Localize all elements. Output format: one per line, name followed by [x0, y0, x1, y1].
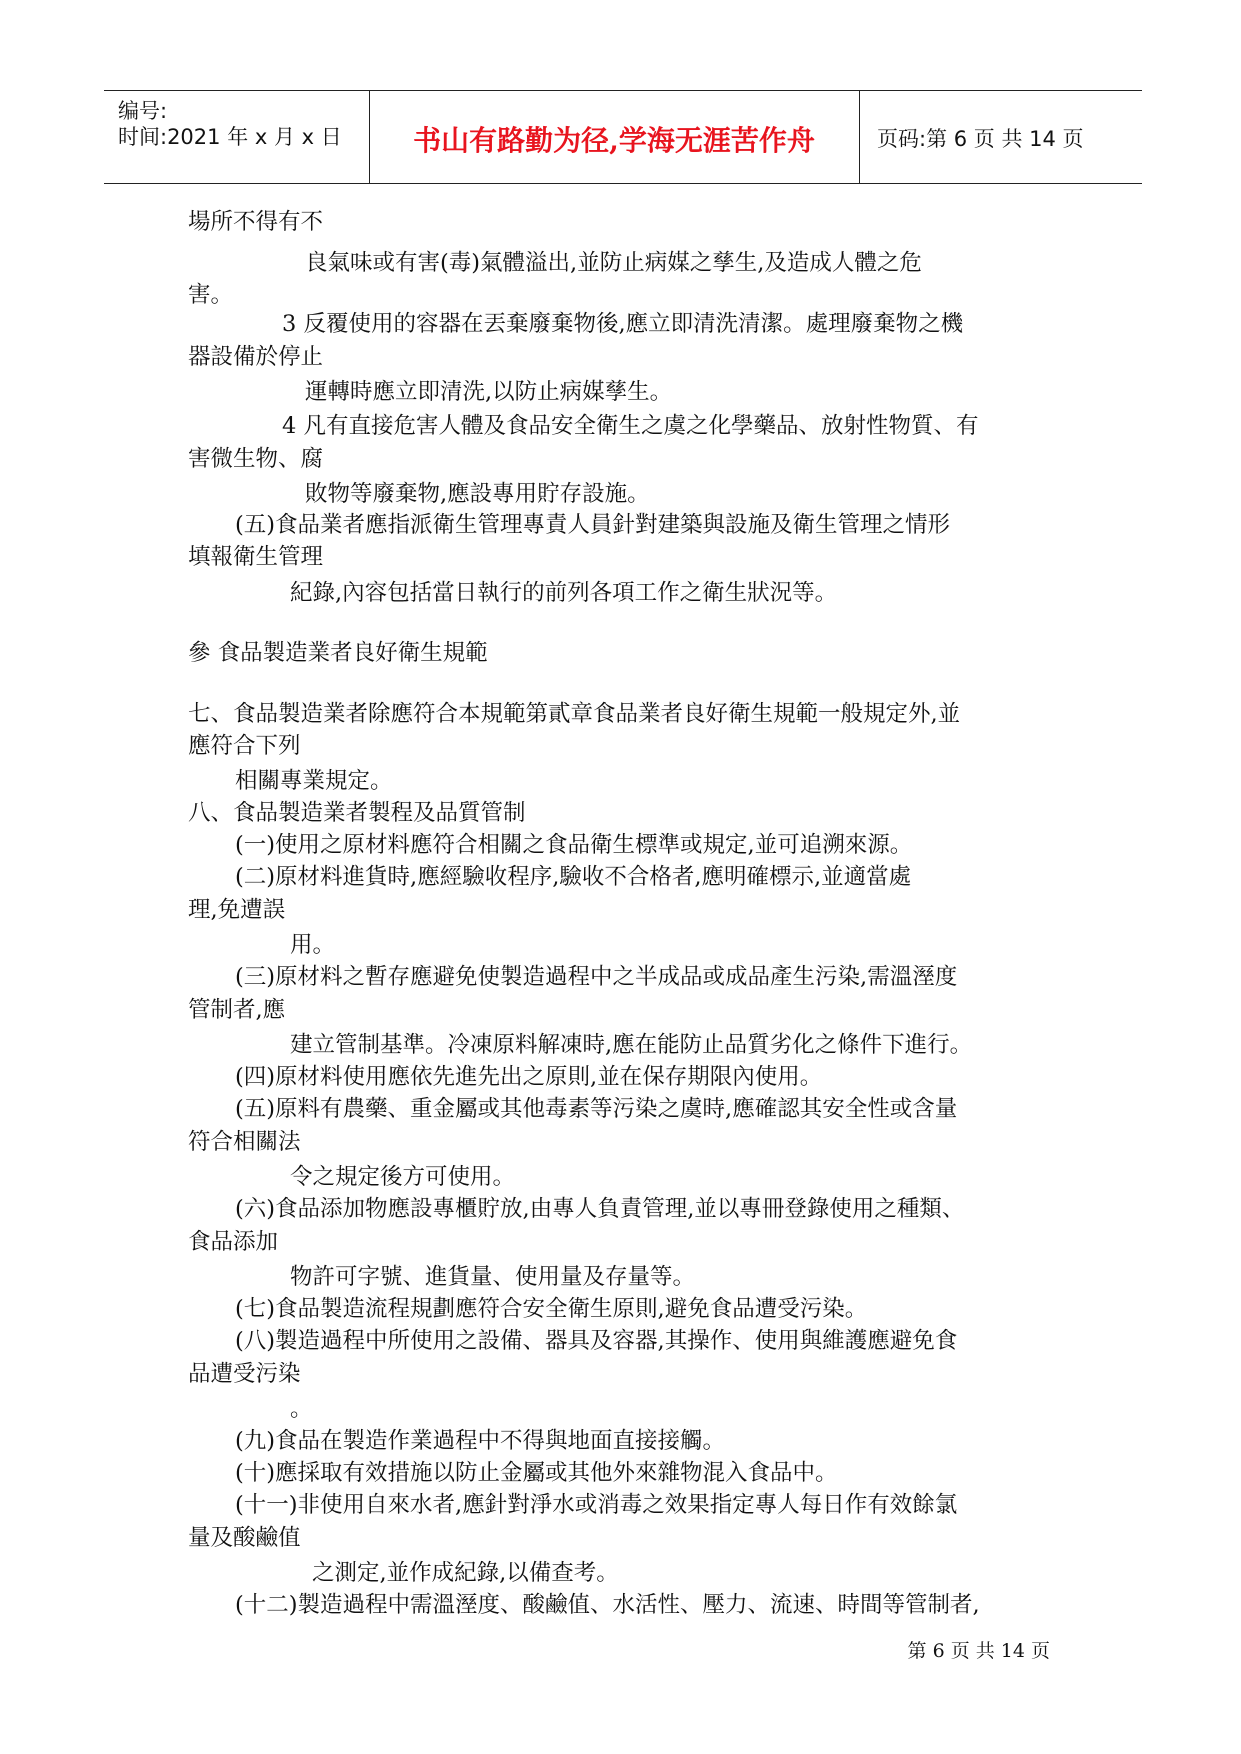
- text-line: (十二)製造過程中需溫溼度、酸鹼值、水活性、壓力、流速、時間等管制者,: [235, 1592, 980, 1618]
- time-label: 时间:2021 年 x 月 x 日: [118, 125, 342, 149]
- text-line: 應符合下列: [188, 733, 301, 759]
- text-line: 4 凡有直接危害人體及食品安全衛生之虞之化學藥品、放射性物質、有: [282, 413, 979, 439]
- text-line: (十)應採取有效措施以防止金屬或其他外來雜物混入食品中。: [235, 1460, 838, 1486]
- text-line: 令之規定後方可使用。: [290, 1164, 516, 1190]
- text-line: (五)原料有農藥、重金屬或其他毒素等污染之虞時,應確認其安全性或含量: [235, 1096, 958, 1122]
- text-line: (七)食品製造流程規劃應符合安全衛生原則,避免食品遭受污染。: [235, 1296, 868, 1322]
- text-line: 用。: [290, 932, 336, 958]
- text-line: 運轉時應立即清洗,以防止病媒孳生。: [305, 379, 673, 405]
- text-line: 3 反覆使用的容器在丟棄廢棄物後,應立即清洗清潔。處理廢棄物之機: [282, 311, 964, 337]
- motto: 书山有路勤为径,学海无涯苦作舟: [413, 124, 815, 157]
- page-label: 页码:第 6 页 共 14 页: [877, 127, 1084, 151]
- text-line: 品遭受污染: [188, 1361, 301, 1387]
- text-line: 敗物等廢棄物,應設專用貯存設施。: [305, 481, 650, 507]
- number-label: 编号:: [118, 99, 168, 123]
- text-line: 相關專業規定。: [235, 768, 393, 794]
- section-heading: 參 食品製造業者良好衛生規範: [188, 640, 488, 666]
- text-line: 食品添加: [188, 1229, 279, 1255]
- text-line: 管制者,應: [188, 997, 286, 1023]
- text-line: 八、食品製造業者製程及品質管制: [188, 800, 526, 826]
- text-line: (十一)非使用自來水者,應針對淨水或消毒之效果指定專人每日作有效餘氯: [235, 1492, 958, 1518]
- text-line: 紀錄,內容包括當日執行的前列各項工作之衛生狀況等。: [290, 580, 838, 606]
- text-line: (六)食品添加物應設專櫃貯放,由專人負責管理,並以專冊登錄使用之種類、: [235, 1196, 965, 1222]
- text-line: (二)原材料進貨時,應經驗收程序,驗收不合格者,應明確標示,並適當處: [235, 864, 912, 890]
- text-line: 良氣味或有害(毒)氣體溢出,並防止病媒之孳生,及造成人體之危: [305, 250, 922, 276]
- text-line: (五)食品業者應指派衛生管理專責人員針對建築與設施及衛生管理之情形: [235, 512, 951, 538]
- page-footer: 第 6 页 共 14 页: [907, 1640, 1050, 1662]
- text-line: (九)食品在製造作業過程中不得與地面直接接觸。: [235, 1428, 726, 1454]
- text-line: 七、食品製造業者除應符合本規範第貳章食品業者良好衛生規範一般規定外,並: [188, 701, 961, 727]
- text-line: 之測定,並作成紀錄,以備查考。: [312, 1560, 619, 1586]
- text-line: (四)原材料使用應依先進先出之原則,並在保存期限內使用。: [235, 1064, 823, 1090]
- text-line: 害微生物、腐: [188, 446, 324, 472]
- text-line: 害。: [188, 282, 234, 308]
- text-line: (八)製造過程中所使用之設備、器具及容器,其操作、使用與維護應避免食: [235, 1328, 958, 1354]
- text-line: (一)使用之原材料應符合相關之食品衛生標準或規定,並可追溯來源。: [235, 832, 913, 858]
- text-line: 物許可字號、進貨量、使用量及存量等。: [290, 1264, 696, 1290]
- text-line: 建立管制基準。冷凍原料解凍時,應在能防止品質劣化之條件下進行。: [290, 1032, 973, 1058]
- text-line: 器設備於停止: [188, 344, 324, 370]
- text-line: 量及酸鹼值: [188, 1525, 301, 1551]
- text-line: 場所不得有不: [188, 209, 324, 235]
- text-line: 理,免遭誤: [188, 897, 286, 923]
- text-line: (三)原材料之暫存應避免使製造過程中之半成品或成品產生污染,需溫溼度: [235, 964, 958, 990]
- text-line: 。: [290, 1396, 313, 1422]
- text-line: 符合相關法: [188, 1129, 301, 1155]
- text-line: 填報衛生管理: [188, 544, 324, 570]
